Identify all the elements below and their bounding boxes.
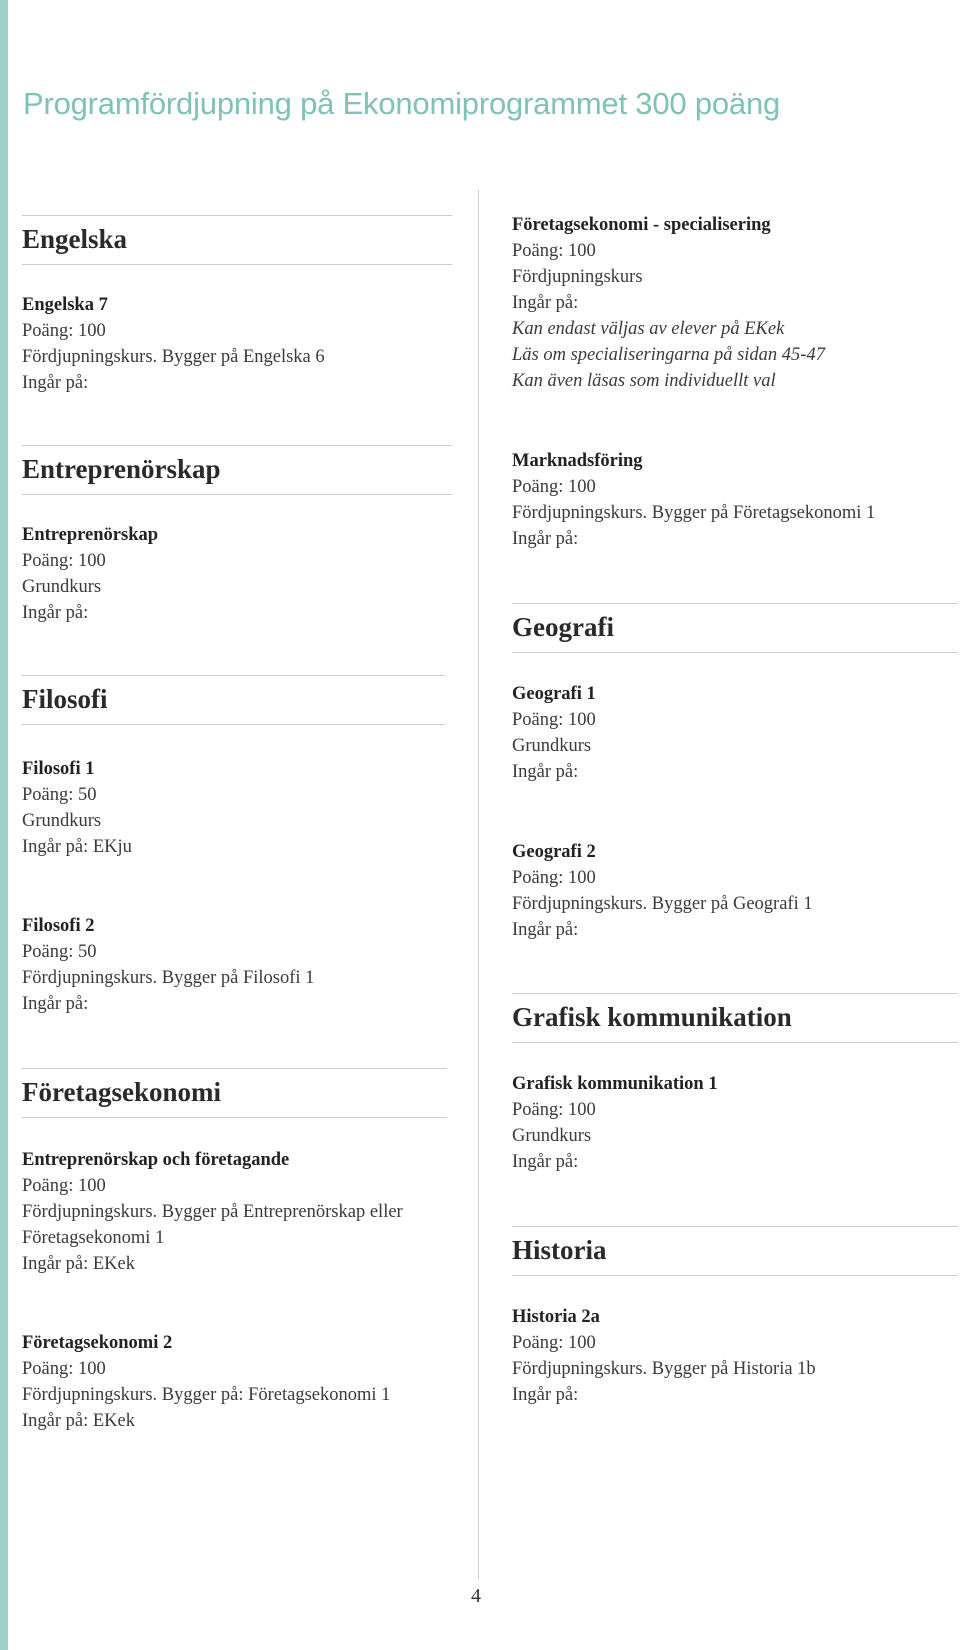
course-name: Historia 2a	[512, 1307, 600, 1327]
course-entreprenorskap	[22, 522, 158, 626]
course-ingar: Ingår på: EKek	[22, 1411, 136, 1431]
course-type-continued: Företagsekonomi 1	[22, 1228, 165, 1248]
course-name: Entreprenörskap	[22, 525, 159, 545]
section-title: Grafisk kommunikation	[512, 1002, 792, 1032]
rule-bottom	[22, 724, 444, 725]
course-type: Fördjupningskurs. Bygger på Historia 1b	[512, 1359, 816, 1379]
course-points: Poäng: 100	[512, 241, 596, 261]
section-title: Entreprenörskap	[22, 454, 221, 484]
rule-bottom	[22, 494, 452, 495]
course-points: Poäng: 100	[22, 1359, 106, 1379]
course-name: Marknadsföring	[512, 451, 643, 471]
course-points: Poäng: 100	[512, 710, 596, 730]
course-note: Läs om specialiseringarna på sidan 45-47	[512, 345, 825, 365]
course-points: Poäng: 50	[22, 785, 97, 805]
section-heading-historia	[512, 1226, 958, 1276]
course-ingar: Ingår på:	[512, 1152, 579, 1172]
course-points: Poäng: 100	[512, 1100, 596, 1120]
course-points: Poäng: 50	[22, 942, 97, 962]
course-type: Fördjupningskurs	[512, 267, 643, 287]
course-foretagsekonomi-2	[22, 1330, 390, 1434]
section-heading-engelska	[22, 215, 452, 265]
course-type: Fördjupningskurs. Bygger på Geografi 1	[512, 894, 813, 914]
rule-bottom	[512, 1042, 958, 1043]
column-divider	[478, 190, 479, 1580]
course-geografi-2	[512, 839, 813, 943]
course-ingar: Ingår på:	[512, 920, 579, 940]
course-points: Poäng: 100	[22, 321, 106, 341]
course-name: Entreprenörskap och företagande	[22, 1150, 290, 1170]
course-historia-2a	[512, 1304, 816, 1408]
course-ingar: Ingår på:	[22, 994, 89, 1014]
section-heading-entreprenorskap	[22, 445, 452, 495]
page-number: 4	[471, 1585, 481, 1607]
course-type: Grundkurs	[22, 811, 102, 831]
section-title: Filosofi	[22, 684, 108, 714]
section-title: Engelska	[22, 224, 128, 254]
rule-bottom	[512, 652, 958, 653]
course-ingar: Ingår på:	[512, 1385, 579, 1405]
course-points: Poäng: 100	[22, 551, 106, 571]
section-title: Företagsekonomi	[22, 1077, 221, 1107]
course-name: Grafisk kommunikation 1	[512, 1074, 718, 1094]
course-ingar: Ingår på:	[512, 529, 579, 549]
rule-bottom	[512, 1275, 958, 1276]
course-points: Poäng: 100	[512, 1333, 596, 1353]
section-heading-geografi	[512, 603, 958, 653]
course-points: Poäng: 100	[22, 1176, 106, 1196]
course-geografi-1	[512, 681, 596, 785]
course-name: Företagsekonomi - specialisering	[512, 215, 771, 235]
course-type: Fördjupningskurs. Bygger på: Företagsekonomi 1	[22, 1385, 391, 1405]
rule-bottom	[22, 1117, 447, 1118]
course-type: Grundkurs	[512, 1126, 592, 1146]
course-engelska-7	[22, 292, 325, 396]
course-name: Företagsekonomi 2	[22, 1333, 173, 1353]
course-name: Geografi 1	[512, 684, 596, 704]
course-grafisk-kommunikation-1	[512, 1071, 718, 1175]
course-type: Fördjupningskurs. Bygger på Företagsekonomi 1	[512, 503, 876, 523]
course-type: Fördjupningskurs. Bygger på Filosofi 1	[22, 968, 315, 988]
course-type: Fördjupningskurs. Bygger på Engelska 6	[22, 347, 325, 367]
course-name: Geografi 2	[512, 842, 596, 862]
section-heading-filosofi	[22, 675, 444, 725]
course-ingar: Ingår på:	[512, 762, 579, 782]
course-entreprenorskap-och-foretagande	[22, 1147, 403, 1277]
section-title: Historia	[512, 1235, 607, 1265]
course-type: Grundkurs	[512, 736, 592, 756]
course-foretagsekonomi-specialisering	[512, 212, 825, 394]
course-marknadsforing	[512, 448, 875, 552]
course-type: Fördjupningskurs. Bygger på Entreprenörskap eller	[22, 1202, 403, 1222]
section-title: Geografi	[512, 612, 614, 642]
course-name: Filosofi 2	[22, 916, 95, 936]
course-filosofi-1	[22, 756, 132, 860]
course-points: Poäng: 100	[512, 477, 596, 497]
page-title: Programfördjupning på Ekonomiprogrammet 300 poäng	[23, 86, 781, 121]
course-ingar: Ingår på:	[512, 293, 579, 313]
section-heading-foretagsekonomi	[22, 1068, 447, 1118]
course-ingar: Ingår på:	[22, 603, 89, 623]
course-points: Poäng: 100	[512, 868, 596, 888]
course-name: Engelska 7	[22, 295, 108, 315]
course-note: Kan endast väljas av elever på EKek	[512, 319, 785, 339]
side-accent-bar	[0, 0, 8, 1650]
course-ingar: Ingår på: EKek	[22, 1254, 136, 1274]
course-filosofi-2	[22, 913, 314, 1017]
course-note: Kan även läsas som individuellt val	[512, 371, 776, 391]
course-type: Grundkurs	[22, 577, 102, 597]
section-heading-grafisk-kommunikation	[512, 993, 958, 1043]
course-name: Filosofi 1	[22, 759, 95, 779]
rule-bottom	[22, 264, 452, 265]
course-ingar: Ingår på:	[22, 373, 89, 393]
course-ingar: Ingår på: EKju	[22, 837, 132, 857]
